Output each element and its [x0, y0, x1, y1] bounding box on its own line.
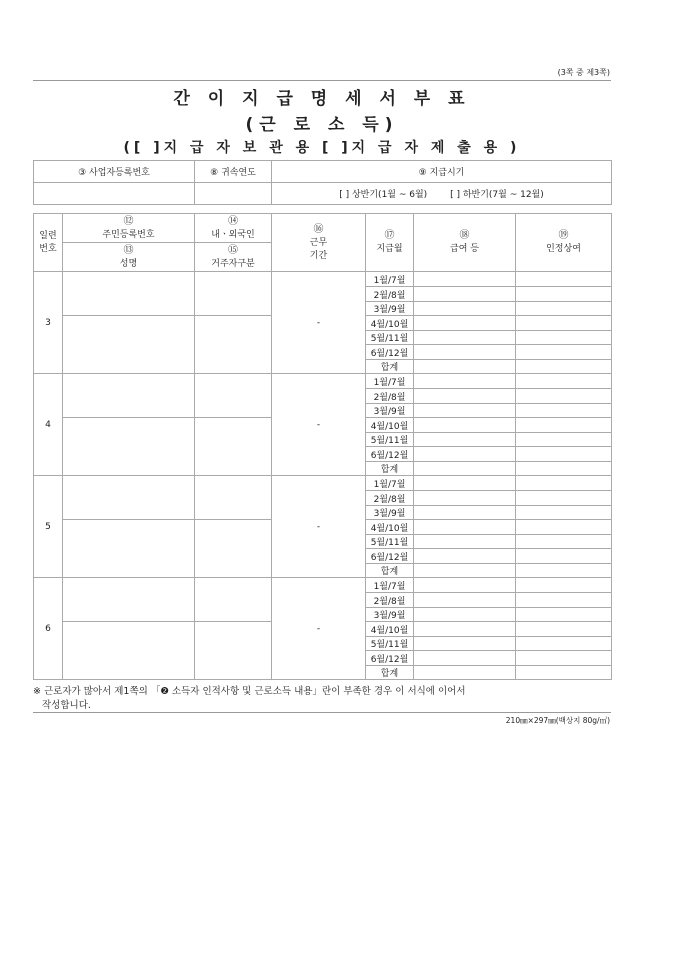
- bonus-field[interactable]: [516, 302, 612, 316]
- form-title: 간 이 지 급 명 세 서 부 표: [173, 89, 471, 109]
- footnote: [33, 685, 611, 713]
- bonus-field[interactable]: [516, 506, 612, 520]
- salary-field[interactable]: [414, 549, 516, 564]
- serial-number: 4: [34, 374, 63, 476]
- pay-month-cell: 1월/7월: [366, 272, 414, 287]
- bonus-field[interactable]: [516, 476, 612, 491]
- pay-month-cell: 3월/9월: [366, 608, 414, 622]
- pay-month-cell: 합계: [366, 666, 414, 680]
- salary-field[interactable]: [414, 520, 516, 535]
- table-row: [34, 272, 612, 287]
- pay-month-cell: 6월/12월: [366, 447, 414, 462]
- table-row: [34, 374, 612, 389]
- bonus-field[interactable]: [516, 578, 612, 593]
- salary-field[interactable]: [414, 404, 516, 418]
- salary-field[interactable]: [414, 462, 516, 476]
- salary-field[interactable]: [414, 491, 516, 506]
- bonus-field[interactable]: [516, 564, 612, 578]
- salary-field[interactable]: [414, 433, 516, 447]
- nationality-field[interactable]: [195, 374, 272, 418]
- serial-number: 5: [34, 476, 63, 578]
- name-header: ⑬ 성명: [63, 243, 195, 272]
- resident-no-header: ⑫ 주민등록번호: [63, 214, 195, 243]
- bonus-field[interactable]: [516, 535, 612, 549]
- pay-month-cell: 5월/11월: [366, 637, 414, 651]
- resident-no-field[interactable]: [63, 374, 195, 418]
- salary-field[interactable]: [414, 447, 516, 462]
- pay-month-cell: 6월/12월: [366, 651, 414, 666]
- top-rule: [33, 80, 611, 81]
- bonus-field[interactable]: [516, 316, 612, 331]
- name-field[interactable]: [63, 622, 195, 680]
- salary-field[interactable]: [414, 316, 516, 331]
- pay-month-cell: 2월/8월: [366, 287, 414, 302]
- salary-field[interactable]: [414, 608, 516, 622]
- residency-field[interactable]: [195, 418, 272, 476]
- bonus-field[interactable]: [516, 593, 612, 608]
- pay-month-cell: 1월/7월: [366, 374, 414, 389]
- year-field[interactable]: [195, 183, 272, 205]
- bonus-field[interactable]: [516, 622, 612, 637]
- resident-no-field[interactable]: [63, 272, 195, 316]
- period-options: [272, 183, 612, 205]
- pay-month-cell: 합계: [366, 564, 414, 578]
- header-table: [33, 160, 612, 205]
- form-subtitle: (근 로 소 득): [245, 115, 399, 135]
- salary-field[interactable]: [414, 564, 516, 578]
- salary-field[interactable]: [414, 374, 516, 389]
- residency-field[interactable]: [195, 316, 272, 374]
- pay-month-cell: 6월/12월: [366, 549, 414, 564]
- bonus-field[interactable]: [516, 404, 612, 418]
- income-table: [33, 213, 612, 680]
- bonus-field[interactable]: [516, 637, 612, 651]
- salary-field[interactable]: [414, 302, 516, 316]
- name-field[interactable]: [63, 520, 195, 578]
- salary-field[interactable]: [414, 418, 516, 433]
- pay-month-header: ⑰ 지급월: [366, 214, 414, 272]
- salary-field[interactable]: [414, 637, 516, 651]
- period-label: ⑨ 지급시기: [272, 161, 612, 183]
- business-no-field[interactable]: [34, 183, 195, 205]
- pay-month-cell: 3월/9월: [366, 404, 414, 418]
- work-period-field[interactable]: -: [272, 374, 366, 476]
- bonus-field[interactable]: [516, 418, 612, 433]
- work-period-field[interactable]: -: [272, 272, 366, 374]
- salary-field[interactable]: [414, 593, 516, 608]
- work-period-field[interactable]: -: [272, 578, 366, 680]
- bonus-field[interactable]: [516, 491, 612, 506]
- name-field[interactable]: [63, 418, 195, 476]
- nationality-header: ⑭ 내ㆍ외국인: [195, 214, 272, 243]
- nationality-field[interactable]: [195, 476, 272, 520]
- salary-field[interactable]: [414, 578, 516, 593]
- bonus-field[interactable]: [516, 608, 612, 622]
- bonus-field[interactable]: [516, 666, 612, 680]
- nationality-field[interactable]: [195, 578, 272, 622]
- pay-month-cell: 5월/11월: [366, 433, 414, 447]
- pay-month-cell: 2월/8월: [366, 491, 414, 506]
- second-half-checkbox[interactable]: [ ] 하반기(7월 ~ 12월): [450, 190, 544, 200]
- pay-month-cell: 5월/11월: [366, 331, 414, 345]
- pay-month-cell: 1월/7월: [366, 476, 414, 491]
- salary-field[interactable]: [414, 345, 516, 360]
- salary-field[interactable]: [414, 622, 516, 637]
- page-number: (3쪽 중 제3쪽): [557, 68, 610, 77]
- salary-field[interactable]: [414, 651, 516, 666]
- form-use-line: ([ ]지 급 자 보 관 용 [ ]지 급 자 제 출 용 ): [123, 140, 521, 156]
- bonus-field[interactable]: [516, 549, 612, 564]
- salary-field[interactable]: [414, 389, 516, 404]
- salary-field[interactable]: [414, 535, 516, 549]
- work-period-field[interactable]: -: [272, 476, 366, 578]
- work-period-header: ⑯ 근무 기간: [272, 214, 366, 272]
- bonus-field[interactable]: [516, 433, 612, 447]
- bonus-field[interactable]: [516, 447, 612, 462]
- pay-month-cell: 4월/10월: [366, 418, 414, 433]
- bonus-field[interactable]: [516, 287, 612, 302]
- salary-field[interactable]: [414, 360, 516, 374]
- bonus-field[interactable]: [516, 374, 612, 389]
- pay-month-cell: 2월/8월: [366, 593, 414, 608]
- pay-month-cell: 4월/10월: [366, 520, 414, 535]
- table-row: [34, 476, 612, 491]
- nationality-field[interactable]: [195, 272, 272, 316]
- salary-field[interactable]: [414, 287, 516, 302]
- table-row: [34, 578, 612, 593]
- pay-month-cell: 합계: [366, 360, 414, 374]
- bonus-field[interactable]: [516, 345, 612, 360]
- pay-month-cell: 6월/12월: [366, 345, 414, 360]
- salary-field[interactable]: [414, 506, 516, 520]
- pay-month-cell: 1월/7월: [366, 578, 414, 593]
- salary-field[interactable]: [414, 666, 516, 680]
- salary-field[interactable]: [414, 476, 516, 491]
- bonus-field[interactable]: [516, 462, 612, 476]
- footnote-line-2: 작성합니다.: [42, 700, 91, 711]
- bonus-field[interactable]: [516, 389, 612, 404]
- serial-number: 6: [34, 578, 63, 680]
- paper-spec: 210㎜×297㎜(백상지 80g/㎡): [505, 716, 610, 725]
- pay-month-cell: 3월/9월: [366, 506, 414, 520]
- bonus-field[interactable]: [516, 520, 612, 535]
- salary-field[interactable]: [414, 272, 516, 287]
- serial-number: 3: [34, 272, 63, 374]
- bonus-header: ⑲ 인정상여: [516, 214, 612, 272]
- resident-no-field[interactable]: [63, 578, 195, 622]
- residency-header: ⑮ 거주자구분: [195, 243, 272, 272]
- footnote-line-1: ※ 근로자가 많아서 제1쪽의 「❷ 소득자 인적사항 및 근로소득 내용」란이 부족한 경우 이 서식에 이어서: [33, 686, 466, 697]
- business-no-label: ③ 사업자등록번호: [34, 161, 195, 183]
- pay-month-cell: 4월/10월: [366, 316, 414, 331]
- residency-field[interactable]: [195, 520, 272, 578]
- bonus-field[interactable]: [516, 651, 612, 666]
- bottom-rule: [33, 712, 611, 713]
- salary-field[interactable]: [414, 331, 516, 345]
- serial-header: 일련 번호: [34, 214, 63, 272]
- bonus-field[interactable]: [516, 331, 612, 345]
- salary-header: ⑱ 급여 등: [414, 214, 516, 272]
- pay-month-cell: 5월/11월: [366, 535, 414, 549]
- pay-month-cell: 합계: [366, 462, 414, 476]
- name-field[interactable]: [63, 316, 195, 374]
- year-label: ⑧ 귀속연도: [195, 161, 272, 183]
- pay-month-cell: 3월/9월: [366, 302, 414, 316]
- bonus-field[interactable]: [516, 360, 612, 374]
- residency-field[interactable]: [195, 622, 272, 680]
- first-half-checkbox[interactable]: [ ] 상반기(1월 ~ 6월): [339, 190, 428, 200]
- pay-month-cell: 2월/8월: [366, 389, 414, 404]
- pay-month-cell: 4월/10월: [366, 622, 414, 637]
- resident-no-field[interactable]: [63, 476, 195, 520]
- bonus-field[interactable]: [516, 272, 612, 287]
